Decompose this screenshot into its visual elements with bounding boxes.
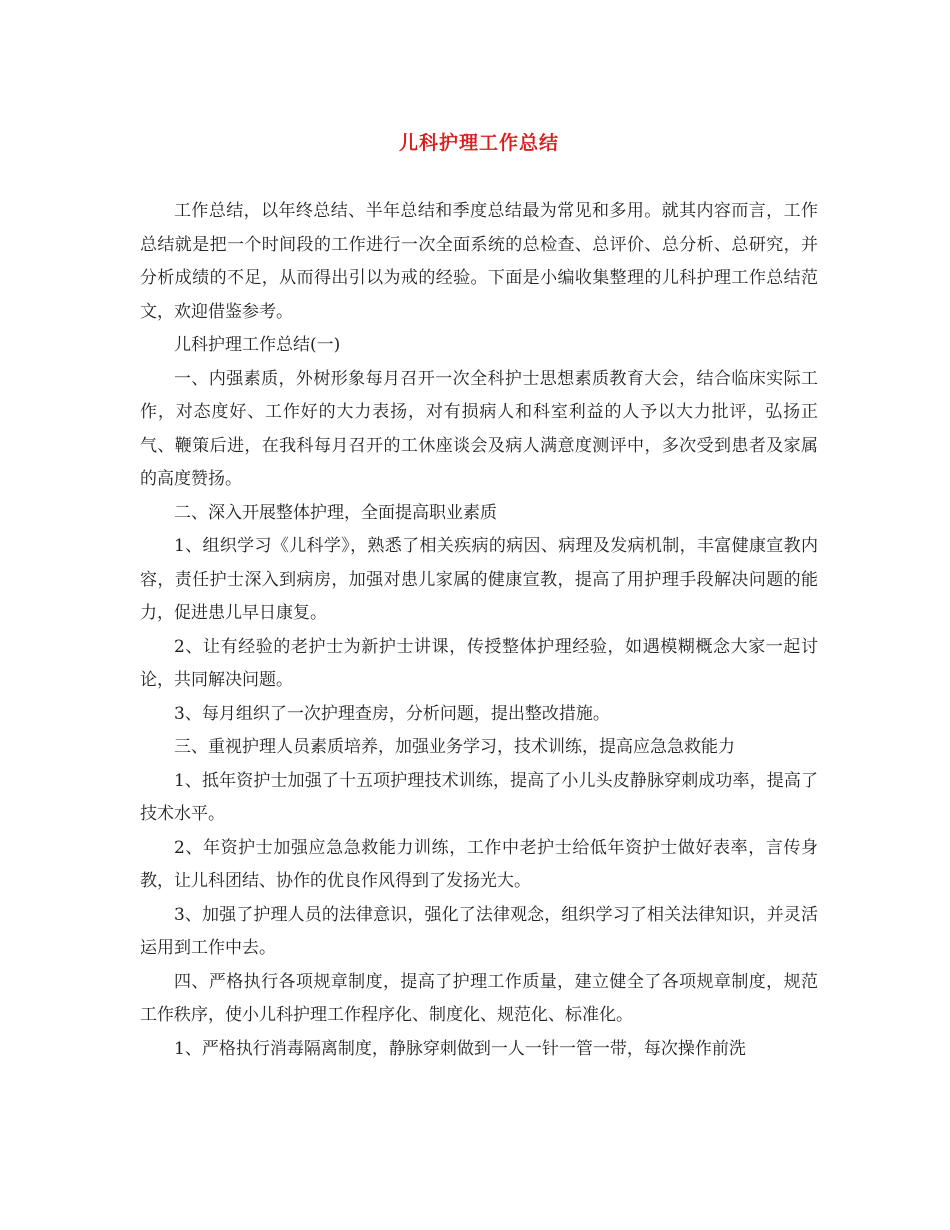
paragraph-2-1: 1、组织学习《儿科学》，熟悉了相关疾病的病因、病理及发病机制，丰富健康宣教内容，责任护士深入到病房，加强对患儿家属的健康宣教，提高了用护理手段解决问题的能力，促进患儿早日康复。 xyxy=(140,536,818,623)
paragraph-4: 四、严格执行各项规章制度，提高了护理工作质量，建立健全了各项规章制度，规范工作秩序，使小儿科护理工作程序化、制度化、规范化、标准化。 xyxy=(140,971,818,1025)
paragraph-3-2: 2、年资护士加强应急急救能力训练，工作中老护士给低年资护士做好表率，言传身教，让儿科团结、协作的优良作风得到了发扬光大。 xyxy=(140,837,818,891)
paragraph-2-3: 3、每月组织了一次护理查房，分析问题，提出整改措施。 xyxy=(174,703,610,724)
paragraph-3: 三、重视护理人员素质培养，加强业务学习，技术训练，提高应急急救能力 xyxy=(174,737,735,757)
paragraph-intro: 工作总结，以年终总结、半年总结和季度总结最为常见和多用。就其内容而言，工作总结就是把一个时间段的工作进行一次全面系统的总检查、总评价、总分析、总研究，并分析成绩的不足，从而得出引以为戒的经验。下面是小编收集整理的儿科护理工作总结范文，欢迎借鉴参考。 xyxy=(140,201,818,322)
paragraph-2-2: 2、让有经验的老护士为新护士讲课，传授整体护理经验，如遇模糊概念大家一起讨论，共同解决问题。 xyxy=(140,636,818,690)
paragraph-4-1: 1、严格执行消毒隔离制度，静脉穿刺做到一人一针一管一带，每次操作前洗 xyxy=(174,1038,746,1059)
paragraph-3-3: 3、加强了护理人员的法律意识，强化了法律观念，组织学习了相关法律知识，并灵活运用到工作中去。 xyxy=(140,904,818,958)
paragraph-1: 一、内强素质，外树形象每月召开一次全科护士思想素质教育大会，结合临床实际工作，对态度好、工作好的大力表扬，对有损病人和科室利益的人予以大力批评，弘扬正气、鞭策后进，在我科每月召开的工休座谈会及病人满意度测评中，多次受到患者及家属的高度赞扬。 xyxy=(140,368,818,489)
paragraph-section-heading: 儿科护理工作总结(一) xyxy=(174,335,341,355)
paragraph-3-1: 1、抵年资护士加强了十五项护理技术训练，提高了小儿头皮静脉穿刺成功率，提高了技术水平。 xyxy=(140,770,818,824)
document-title: 儿科护理工作总结 xyxy=(398,132,559,154)
paragraph-2: 二、深入开展整体护理，全面提高职业素质 xyxy=(174,502,497,523)
